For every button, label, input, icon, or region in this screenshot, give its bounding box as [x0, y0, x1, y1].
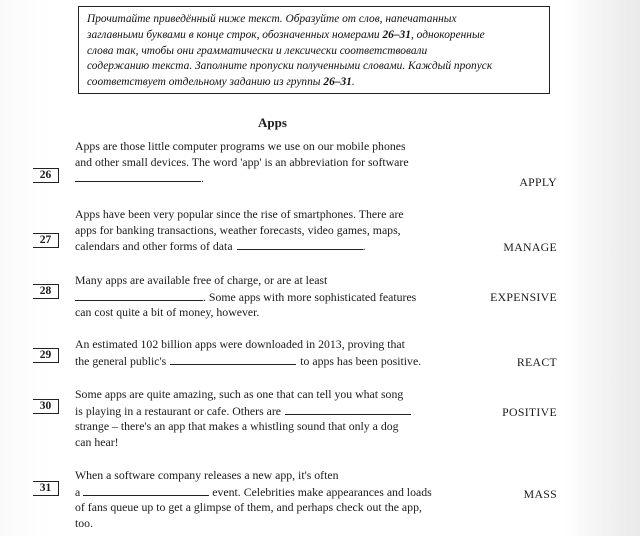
text-fragment: . [201, 171, 204, 186]
task-number-29: 29 [33, 348, 59, 363]
instructions-text: . [351, 76, 355, 89]
root-word-27: MANAGE [503, 240, 557, 254]
text-line: Many apps are available free of charge, or are at least [75, 273, 328, 287]
task-item-31 [75, 468, 455, 531]
text-fragment: the general public's [75, 353, 167, 368]
instructions-range: 26–31 [382, 28, 411, 41]
task-number-26: 26 [33, 168, 59, 183]
instructions-line-4: содержанию текста. Заполните пропуски полученными словами. Каждый пропуск [87, 60, 493, 73]
text-fragment: . Some apps with more sophisticated features [203, 289, 417, 304]
text-line: Some apps are quite amazing, such as one that can tell you what song [75, 387, 404, 401]
task-number-27: 27 [33, 233, 59, 248]
instructions-line-3: слова так, чтобы они грамматически и лексически соответствовали [87, 44, 428, 57]
text-line: of fans queue up to get a glimpse of them, and perhaps check out the app, [75, 500, 422, 515]
root-word-29: REACT [516, 355, 557, 369]
root-word-30: POSITIVE [502, 405, 557, 419]
instructions-range: 26–31 [323, 76, 352, 89]
task-item-27 [75, 207, 455, 255]
instructions-box [78, 6, 550, 94]
text-line: Apps have been very popular since the rise of smartphones. There are [75, 207, 404, 221]
task-number-30: 30 [33, 399, 59, 414]
text-line [75, 170, 455, 187]
root-word-26: APPLY [519, 175, 557, 189]
root-word-28: EXPENSIVE [490, 290, 557, 304]
text-title: Apps [258, 115, 287, 130]
instructions-text: соответствует отдельному заданию из группы [87, 76, 324, 89]
text-line: An estimated 102 billion apps were downloaded in 2013, proving that [75, 337, 405, 351]
text-line: apps for banking transactions, weather forecasts, video games, maps, [75, 222, 401, 237]
task-item-26 [75, 139, 455, 187]
answer-blank-30[interactable] [285, 403, 411, 415]
text-line: and other small devices. The word 'app' is an abbreviation for software [75, 154, 409, 169]
text-line: too. [75, 515, 94, 530]
task-item-30 [75, 387, 455, 450]
answer-blank-28[interactable] [75, 289, 203, 301]
text-line: strange – there's an app that makes a whistling sound that only a dog [75, 419, 399, 434]
text-line [75, 484, 455, 501]
task-item-29 [75, 337, 455, 369]
text-line: can cost quite a bit of money, however. [75, 305, 260, 320]
instructions-text: заглавными буквами в конце строк, обозначенных номерами [87, 28, 383, 41]
text-line: Apps are those little computer programs we use on our mobile phones [75, 139, 406, 153]
text-fragment: calendars and other forms of data [75, 239, 233, 254]
text-line [75, 403, 455, 420]
instructions-line-2 [87, 28, 541, 44]
text-fragment: event. Celebrities make appearances and loads [212, 484, 432, 499]
page-shadow [572, 0, 640, 536]
text-fragment: . [362, 239, 366, 254]
answer-blank-27[interactable] [237, 238, 363, 250]
task-item-28 [75, 273, 455, 321]
answer-blank-31[interactable] [83, 484, 209, 496]
text-line [75, 289, 455, 306]
text-line [75, 353, 455, 370]
task-number-28: 28 [33, 284, 59, 299]
text-fragment: is playing in a restaurant or cafe. Others are [75, 403, 282, 418]
answer-blank-26[interactable] [75, 170, 201, 182]
instructions-text: , однокоренные [410, 28, 485, 41]
text-line: can hear! [75, 434, 119, 449]
text-fragment: to apps has been positive. [300, 353, 422, 368]
text-line [75, 238, 455, 255]
instructions-line-5 [87, 75, 541, 91]
task-number-31: 31 [33, 481, 59, 496]
instructions-line-1: Прочитайте приведённый ниже текст. Образуйте от слов, напечатанных [87, 13, 457, 25]
root-word-31: MASS [523, 487, 557, 501]
text-line: When a software company releases a new app, it's often [75, 468, 339, 482]
answer-blank-29[interactable] [170, 353, 296, 365]
text-fragment: a [75, 484, 81, 499]
